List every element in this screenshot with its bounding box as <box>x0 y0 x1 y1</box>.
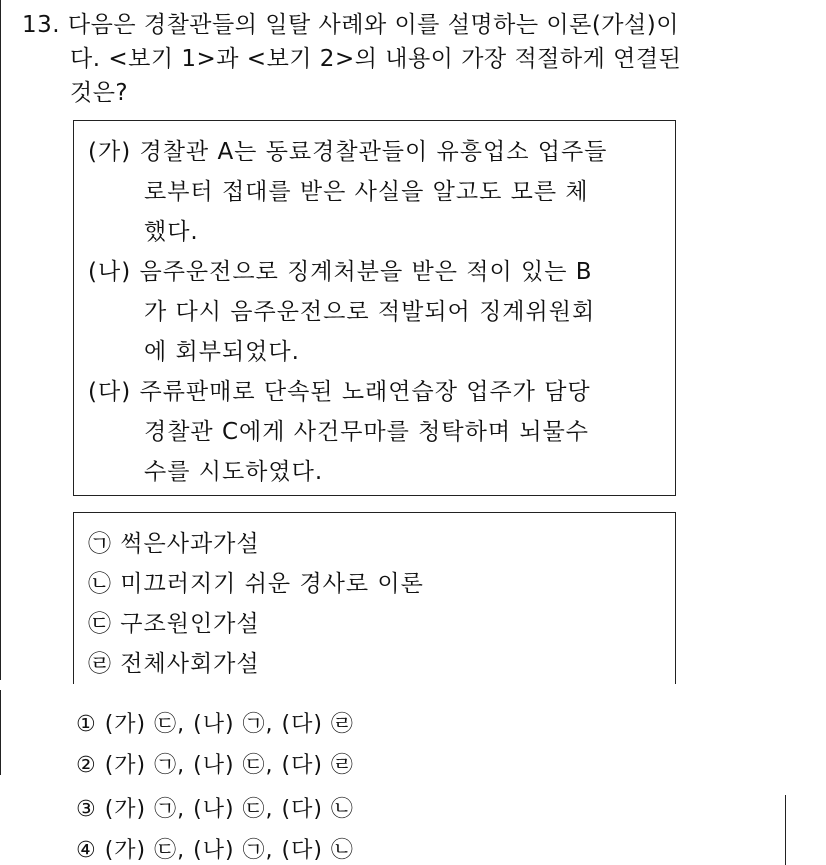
question-line-2: 다. <보기 1>과 <보기 2>의 내용이 가장 적절하게 연결된 <box>70 46 682 72</box>
case-da-line-3: 수를 시도하였다. <box>144 459 324 485</box>
case-na-line-2: 가 다시 음주운전으로 적발되어 징계위원회 <box>144 299 596 325</box>
case-ga-line-1: (가) 경찰관 A는 동료경찰관들이 유흥업소 업주들 <box>88 139 608 165</box>
case-da-line-1: (다) 주류판매로 단속된 노래연습장 업주가 담당 <box>88 379 591 405</box>
case-box <box>73 120 676 496</box>
theory-box <box>73 512 676 684</box>
answer-choice-1[interactable]: ① (가) ㉢, (나) ㉠, (다) ㉣ <box>76 712 354 737</box>
left-margin-rule-top <box>0 0 1 680</box>
theory-item-3: ㉢ 구조원인가설 <box>88 611 260 637</box>
left-margin-rule-bottom <box>0 690 1 775</box>
case-da-line-2: 경찰관 C에게 사건무마를 청탁하며 뇌물수 <box>144 419 590 445</box>
theory-item-4: ㉣ 전체사회가설 <box>88 651 260 677</box>
question-line-3: 것은? <box>70 80 129 106</box>
theory-item-1: ㉠ 썩은사과가설 <box>88 531 260 557</box>
answer-choice-2[interactable]: ② (가) ㉠, (나) ㉢, (다) ㉣ <box>76 753 354 778</box>
case-ga-line-3: 했다. <box>144 219 199 245</box>
case-na-line-1: (나) 음주운전으로 징계처분을 받은 적이 있는 B <box>88 259 593 285</box>
right-margin-rule <box>785 795 786 865</box>
question-line-1: 13. 다음은 경찰관들의 일탈 사례와 이를 설명하는 이론(가설)이 <box>22 12 679 38</box>
case-ga-line-2: 로부터 접대를 받은 사실을 알고도 모른 체 <box>144 179 589 205</box>
answer-choice-4[interactable]: ④ (가) ㉢, (나) ㉠, (다) ㉡ <box>76 838 354 863</box>
theory-item-2: ㉡ 미끄러지기 쉬운 경사로 이론 <box>88 571 424 597</box>
case-na-line-3: 에 회부되었다. <box>144 339 300 365</box>
answer-choice-3[interactable]: ③ (가) ㉠, (나) ㉢, (다) ㉡ <box>76 797 354 822</box>
